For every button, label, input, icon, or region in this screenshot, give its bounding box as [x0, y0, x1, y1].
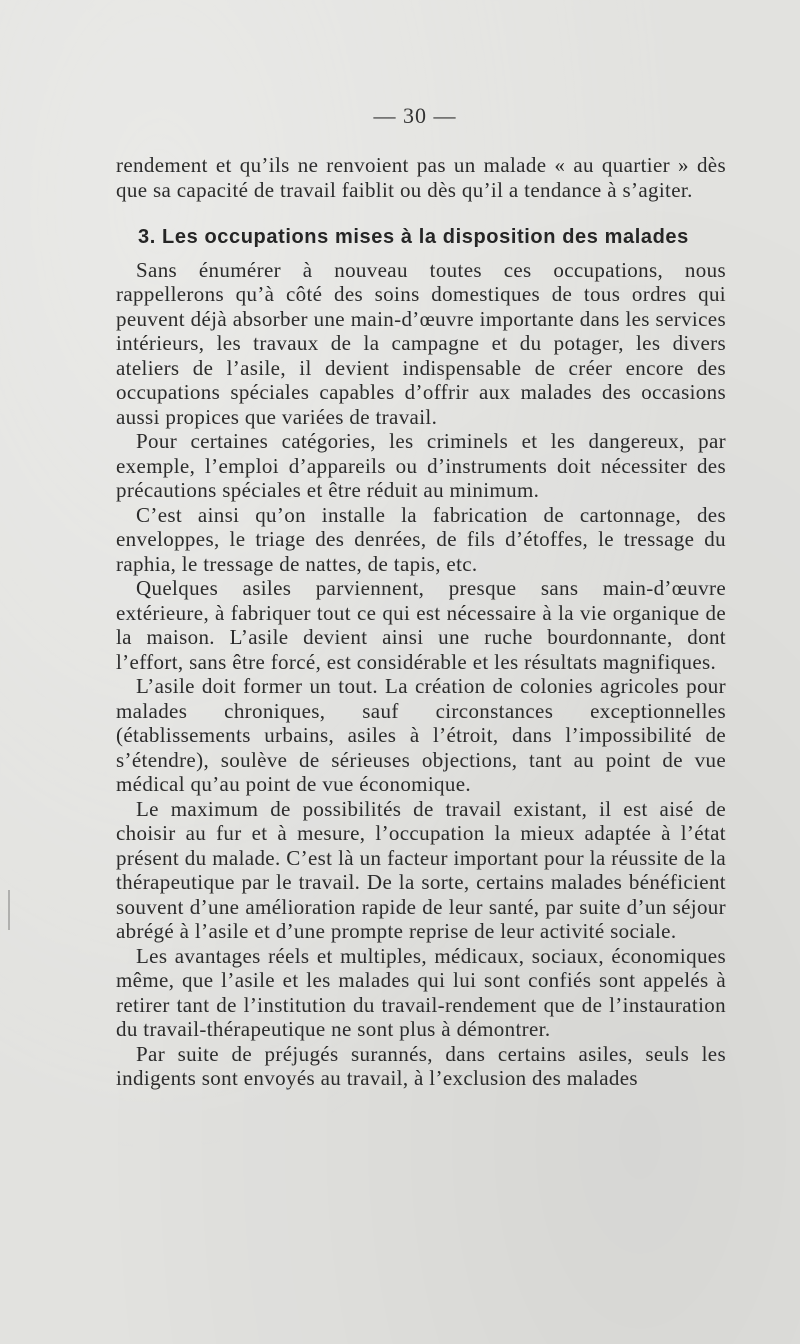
paragraph: Le maximum de possibilités de travail existant, il est aisé de choisir au fur et à mesure, l’occupation la mieux adaptée à l’état présent du malade. C’est là un facteur important pour la réussite de la thérapeutique par le travail. De la sorte, certains malades bénéficient souvent d’une amélioration rapide de leur santé, par suite d’un séjour abrégé à l’asile et d’une prompte reprise de leur activité sociale. [116, 796, 726, 943]
paragraph: Pour certaines catégories, les criminels et les dangereux, par exemple, l’emploi d’appareils ou d’instruments doit nécessiter des précautions spéciales et être réduit au minimum. [116, 429, 726, 502]
page-number: — 30 — [373, 103, 457, 128]
body-text [116, 153, 726, 1091]
paragraph: Par suite de préjugés surannés, dans certains asiles, seuls les indigents sont envoyés au travail, à l’exclusion des malades [116, 1041, 726, 1090]
paragraph: Les avantages réels et multiples, médicaux, sociaux, économiques même, que l’asile et les malades qui lui sont confiés sont appelés à retirer tant de l’institution du travail-rendement que de l’instauration du travail-thérapeutique ne sont plus à démontrer. [116, 943, 726, 1041]
section-heading: 3. Les occupations mises à la disposition des malades [138, 226, 689, 248]
paragraph: Sans énumérer à nouveau toutes ces occupations, nous rappellerons qu’à côté des soins domestiques de tous ordres qui peuvent déjà absorber une main-d’œuvre importante dans les services intérieurs, les travaux de la campagne et du potager, les divers ateliers de l’asile, il devient indispensable de créer encore des occupations spéciales capables d’offrir aux malades des occasions aussi propices que variées de travail. [116, 257, 726, 429]
paragraph: L’asile doit former un tout. La création de colonies agricoles pour malades chroniques, sauf circonstances exceptionnelles (établissements urbains, asiles à l’étroit, dans l’impossibilité de s’étendre), soulève de sérieuses objections, tant au point de vue médical qu’au point de vue économique. [116, 674, 726, 796]
paragraph: C’est ainsi qu’on installe la fabrication de cartonnage, des enveloppes, le triage des denrées, de fils d’étoffes, le tressage du raphia, le tressage de nattes, de tapis, etc. [116, 502, 726, 576]
paragraph-continuation: rendement et qu’ils ne renvoient pas un malade « au quartier » dès que sa capacité de travail faiblit ou dès qu’il a tendance à s’agiter. [116, 153, 726, 202]
margin-scan-mark [8, 890, 10, 930]
paragraph: Quelques asiles parviennent, presque sans main-d’œuvre extérieure, à fabriquer tout ce qui est nécessaire à la vie organique de la maison. L’asile devient ainsi une ruche bourdonnante, dont l’effort, sans être forcé, est considérable et les résultats magnifiques. [116, 576, 726, 674]
